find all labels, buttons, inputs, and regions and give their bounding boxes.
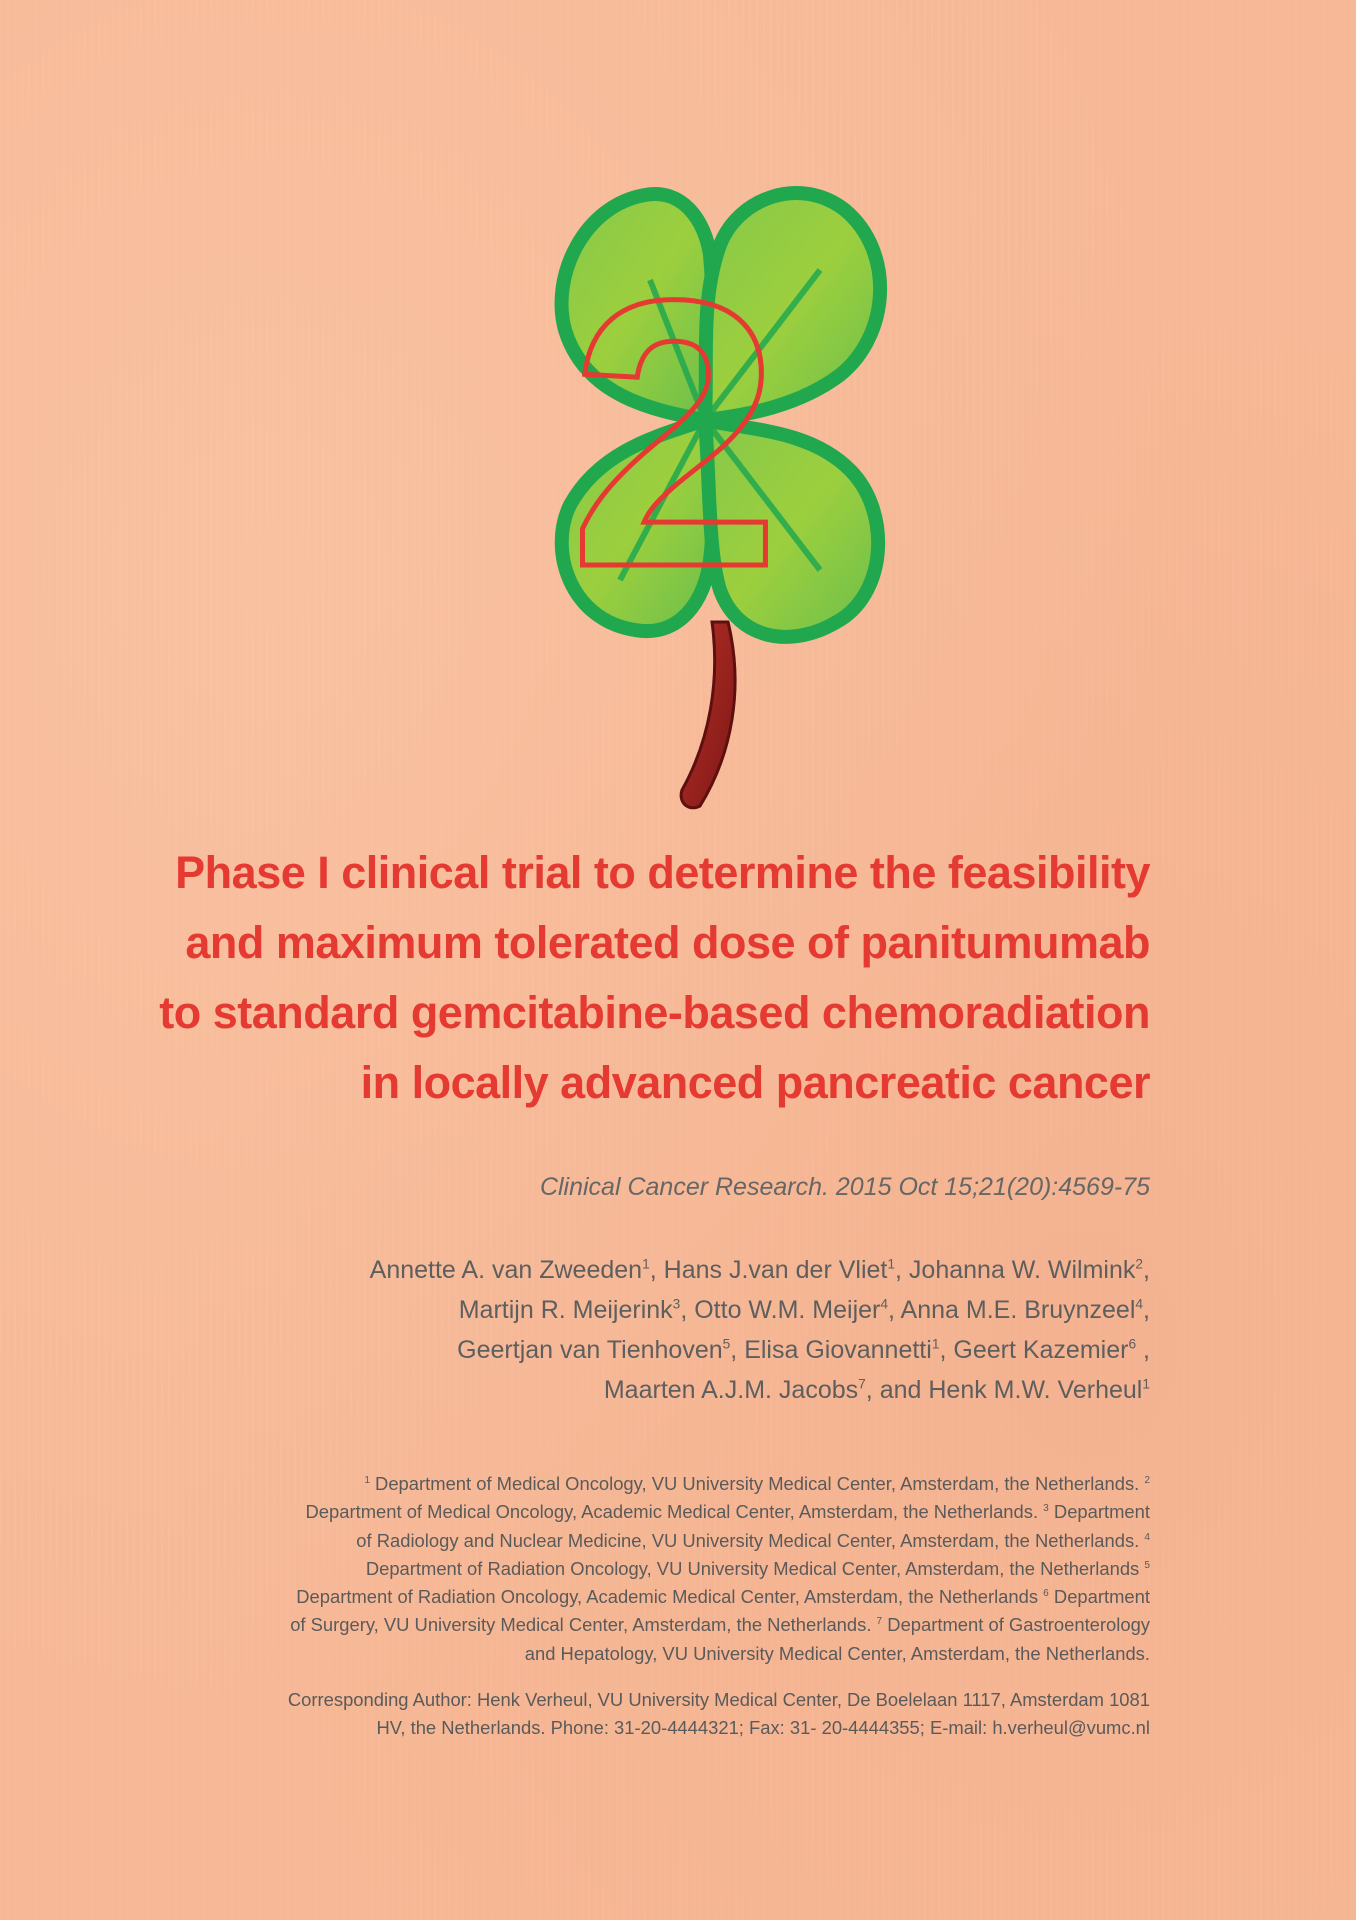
title-line-3: to standard gemcitabine-based chemoradiation bbox=[159, 987, 1150, 1038]
chapter-number: 2 bbox=[569, 221, 781, 646]
author-name: Geert Kazemier bbox=[953, 1336, 1129, 1364]
author-name: Hans J.van der Vliet bbox=[663, 1256, 888, 1284]
affiliation-line: of Radiology and Nuclear Medicine, VU University Medical Center, Amsterdam, the Netherlands. $^4$ bbox=[356, 1529, 1150, 1551]
author-list bbox=[200, 1250, 1150, 1410]
affiliation-line: Department of Radiation Oncology, Academic Medical Center, Amsterdam, the Netherlands $^6$ Department bbox=[296, 1586, 1150, 1608]
author-name: Johanna W. Wilmink bbox=[908, 1256, 1136, 1284]
paper-title bbox=[150, 838, 1150, 1118]
corresponding-line-1: Corresponding Author: Henk Verheul, VU University Medical Center, De Boelelaan 1117, Amsterdam 1081 bbox=[287, 1689, 1150, 1710]
author-affiliation-sup: 6 bbox=[1128, 1336, 1137, 1352]
clover-stem bbox=[681, 622, 735, 808]
author-affiliation-sup: 1 bbox=[642, 1256, 650, 1272]
affiliation-line: and Hepatology, VU University Medical Center, Amsterdam, the Netherlands. bbox=[524, 1642, 1150, 1664]
author-name: Martijn R. Meijerink bbox=[458, 1296, 673, 1324]
author-name: Annette A. van Zweeden bbox=[369, 1256, 643, 1284]
author-line-3: Geertjan van Tienhoven$^5$, Elisa Giovannetti$^1$, Geert Kazemier$^6$ , bbox=[457, 1336, 1150, 1364]
author-affiliation-sup: 4 bbox=[1135, 1296, 1144, 1312]
author-line-4: Maarten A.J.M. Jacobs$^7$, and Henk M.W. Verheul$^1$ bbox=[603, 1376, 1150, 1404]
author-name: Elisa Giovannetti bbox=[744, 1336, 932, 1364]
title-line-4: in locally advanced pancreatic cancer bbox=[360, 1057, 1150, 1108]
title-line-2: and maximum tolerated dose of panitumumab bbox=[185, 917, 1150, 968]
journal-citation: Clinical Cancer Research. 2015 Oct 15;21(20):4569-75 bbox=[539, 1173, 1150, 1201]
author-affiliation-sup: 1 bbox=[931, 1336, 940, 1352]
author-name: Maarten A.J.M. Jacobs bbox=[603, 1376, 859, 1404]
author-affiliation-sup: 1 bbox=[1142, 1376, 1150, 1392]
author-affiliation-sup: 7 bbox=[858, 1376, 866, 1392]
author-affiliation-sup: 5 bbox=[722, 1336, 731, 1352]
affiliation-line: of Surgery, VU University Medical Center, Amsterdam, the Netherlands. $^7$ Department of Gastroenterology bbox=[290, 1614, 1150, 1636]
author-affiliation-sup: 1 bbox=[887, 1256, 896, 1272]
author-name: and Henk M.W. Verheul bbox=[879, 1376, 1143, 1404]
affiliation-line: $^1$ Department of Medical Oncology, VU University Medical Center, Amsterdam, the Netherlands. $^2$ bbox=[364, 1473, 1150, 1494]
author-line-2: Martijn R. Meijerink$^3$, Otto W.M. Meijer$^4$, Anna M.E. Bruynzeel$^4$, bbox=[458, 1296, 1150, 1324]
corresponding-line-2: HV, the Netherlands. Phone: 31-20-4444321; Fax: 31- 20-4444355; E-mail: h.verheul@vumc.nl bbox=[376, 1717, 1150, 1738]
author-name: Anna M.E. Bruynzeel bbox=[900, 1296, 1136, 1324]
author-affiliation-sup: 4 bbox=[880, 1296, 889, 1312]
author-name: Geertjan van Tienhoven bbox=[457, 1336, 723, 1364]
author-line-1: Annette A. van Zweeden$^1$, Hans J.van der Vliet$^1$, Johanna W. Wilmink$^2$, bbox=[369, 1256, 1150, 1284]
corresponding-author bbox=[190, 1686, 1150, 1742]
author-name: Otto W.M. Meijer bbox=[694, 1296, 881, 1324]
title-line-1: Phase I clinical trial to determine the feasibility bbox=[175, 847, 1150, 898]
affiliation-line: Department of Radiation Oncology, VU University Medical Center, Amsterdam, the Netherlands $^5$ bbox=[365, 1557, 1150, 1579]
author-affiliation-sup: 3 bbox=[672, 1296, 681, 1312]
four-leaf-clover-illustration bbox=[420, 160, 980, 830]
affiliation-line: Department of Medical Oncology, Academic Medical Center, Amsterdam, the Netherlands. $^3$ Department bbox=[305, 1501, 1150, 1523]
affiliations-block bbox=[190, 1470, 1150, 1668]
author-affiliation-sup: 2 bbox=[1135, 1256, 1144, 1272]
